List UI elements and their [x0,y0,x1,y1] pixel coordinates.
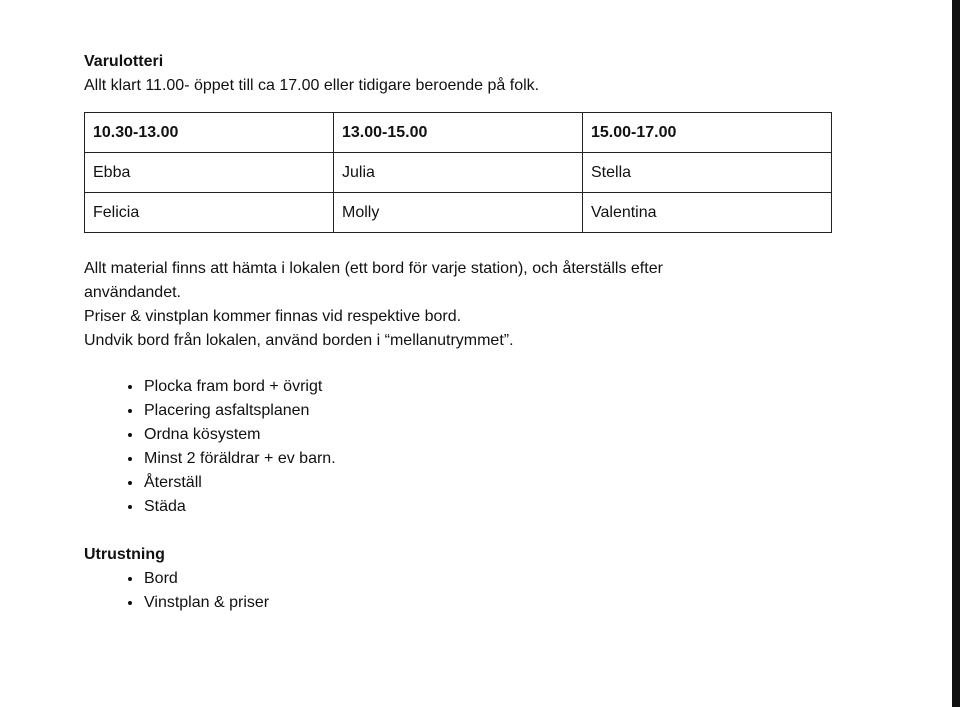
table-cell: Molly [334,193,583,233]
note-paragraph: Undvik bord från lokalen, använd borden i “mellanutrymmet”. [84,332,514,349]
list-item: • Plocka fram bord + övrigt [143,375,844,399]
table-cell: Felicia [85,193,334,233]
table-row [85,193,832,233]
table-header-cell: 13.00-15.00 [334,113,583,153]
list-item: • Ordna kösystem [143,423,844,447]
note-paragraph: Priser & vinstplan kommer finnas vid respektive bord. [84,308,462,325]
list-item: • Städa [143,495,844,519]
list-item: • Minst 2 föräldrar + ev barn. [143,447,844,471]
list-item: • Placering asfaltsplanen [143,399,844,423]
table-header-cell: 15.00-17.00 [583,113,832,153]
list-item: • Vinstplan & priser [143,591,844,615]
section-title-varulotteri: Varulotteri [84,53,164,70]
task-list [84,375,844,519]
table-cell: Valentina [583,193,832,233]
table-cell: Julia [334,153,583,193]
list-item: • Bord [143,567,844,591]
section-title-utrustning: Utrustning [84,546,165,563]
equipment-list [84,567,844,615]
window-edge [952,0,960,707]
table-cell: Stella [583,153,832,193]
note-paragraph: Allt material finns att hämta i lokalen (ett bord för varje station), och återställs efter användandet. [84,260,663,301]
table-cell: Ebba [85,153,334,193]
table-header-cell: 10.30-13.00 [85,113,334,153]
table-row [85,153,832,193]
section-subtitle: Allt klart 11.00- öppet till ca 17.00 eller tidigare beroende på folk. [84,77,540,94]
list-item: • Återställ [143,471,844,495]
schedule-table [84,112,832,233]
notes-block [84,257,764,353]
document-page [84,50,844,615]
table-header-row [85,113,832,153]
